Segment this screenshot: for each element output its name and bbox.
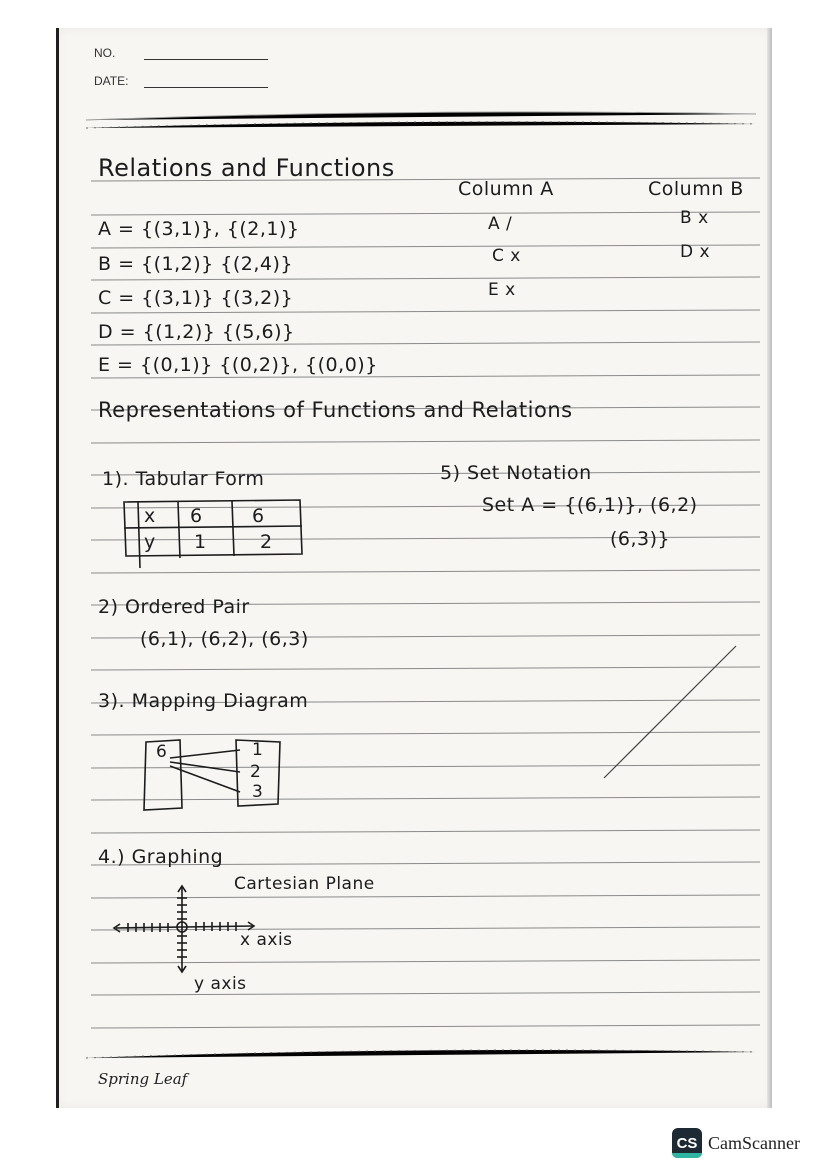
notebook-page: [56, 28, 772, 1108]
page-title: Relations and Functions: [98, 154, 395, 182]
top-wavy-rule: [86, 112, 756, 120]
range-value: 3: [252, 782, 264, 802]
set-notation-line-2: (6,3)}: [610, 528, 671, 550]
x-axis-label: x axis: [240, 930, 293, 950]
table-cell: 1: [194, 531, 207, 553]
column-b-item: D x: [680, 242, 711, 262]
y-axis-label: y axis: [194, 974, 247, 994]
stray-pen-stroke: [604, 646, 736, 778]
no-line: [144, 59, 268, 60]
table-cell: 2: [260, 531, 273, 553]
column-a-item: E x: [488, 280, 516, 300]
mapping-heading: 3). Mapping Diagram: [98, 690, 309, 712]
table-cell: 6: [190, 505, 203, 527]
date-label: DATE:: [94, 74, 129, 88]
ordered-pair-value: (6,1), (6,2), (6,3): [140, 628, 309, 650]
column-a-item: C x: [492, 246, 521, 266]
set-notation-heading: 5) Set Notation: [440, 462, 592, 484]
set-c: C = {(3,1)} {(3,2)}: [98, 287, 294, 309]
tabular-heading: 1). Tabular Form: [102, 468, 265, 490]
set-a: A = {(3,1)}, {(2,1)}: [98, 218, 300, 240]
top-dotted-rule: [86, 122, 756, 128]
set-e: E = {(0,1)} {(0,2)}, {(0,0)}: [98, 354, 378, 376]
table-cell: x: [144, 505, 156, 527]
range-value: 2: [250, 762, 262, 782]
column-a-header: Column A: [458, 178, 554, 200]
range-value: 1: [252, 740, 264, 760]
section-title-representations: Representations of Functions and Relations: [98, 398, 573, 422]
table-cell: y: [144, 531, 156, 553]
no-label: NO.: [94, 46, 116, 60]
set-d: D = {(1,2)} {(5,6)}: [98, 321, 295, 343]
bottom-dotted-rule: [86, 1050, 756, 1058]
cartesian-plane-label: Cartesian Plane: [234, 874, 375, 894]
column-a-item: A /: [488, 214, 513, 234]
graphing-heading: 4.) Graphing: [98, 846, 224, 868]
camscanner-watermark: [672, 1128, 800, 1158]
column-b-header: Column B: [648, 178, 744, 200]
set-notation-line-1: Set A = {(6,1)}, (6,2): [482, 494, 698, 516]
camscanner-text: CamScanner: [708, 1132, 800, 1153]
date-line: [144, 87, 268, 88]
set-b: B = {(1,2)} {(2,4)}: [98, 253, 294, 275]
notebook-brand: Spring Leaf: [98, 1070, 188, 1088]
column-b-item: B x: [680, 208, 709, 228]
table-cell: 6: [252, 505, 265, 527]
camscanner-logo-icon: CS: [672, 1128, 702, 1158]
cartesian-plane-sketch: [110, 880, 260, 980]
domain-value: 6: [156, 742, 168, 762]
ordered-pair-heading: 2) Ordered Pair: [98, 596, 250, 618]
